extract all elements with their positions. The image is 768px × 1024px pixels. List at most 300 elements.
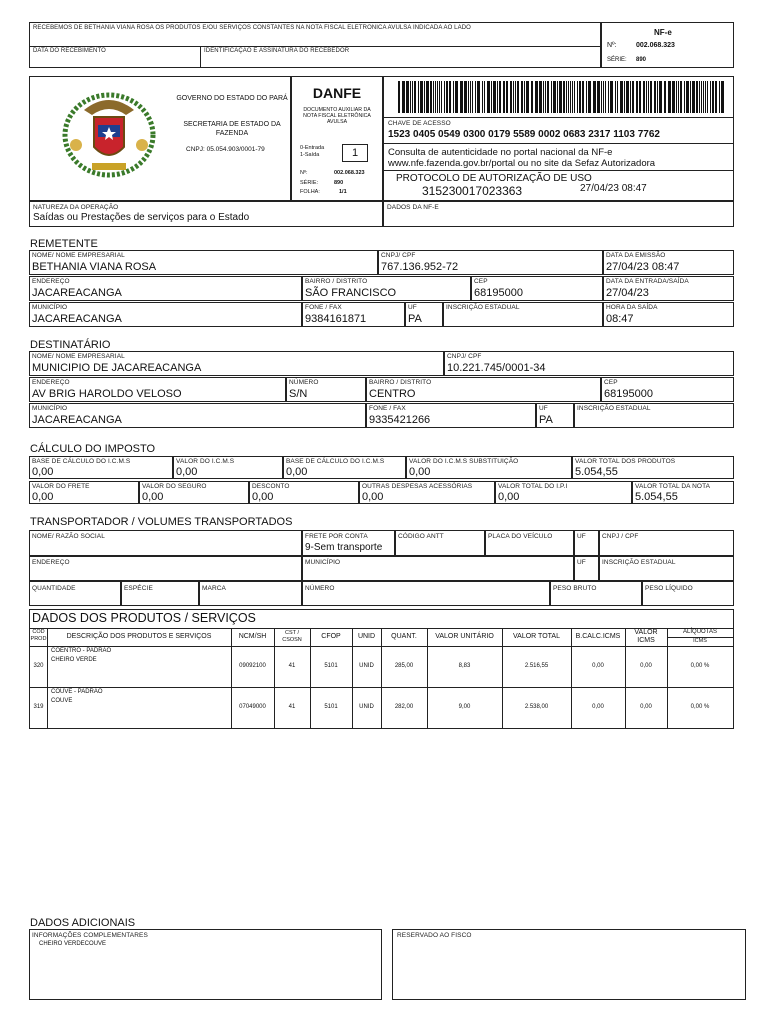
barcode-bar: [686, 81, 689, 113]
row1-unid: UNID: [359, 663, 374, 669]
barcode-bar: [712, 81, 714, 113]
imp-valor-icms-box: [173, 456, 283, 479]
imp-desconto: 0,00: [252, 491, 274, 503]
trans-numero-label: NÚMERO: [305, 585, 335, 592]
row1-bcalc: 0,00: [592, 663, 604, 669]
trans-cnpj-box: [599, 530, 734, 556]
danfe-entrada: 0-Entrada: [300, 145, 325, 151]
barcode-bar: [437, 81, 438, 113]
trans-nome-box: [29, 530, 302, 556]
barcode-bar: [491, 81, 492, 113]
row2-unit: 9,00: [458, 704, 471, 710]
row2-quant: 282,00: [394, 704, 414, 710]
trans-especie-label: ESPÉCIE: [124, 585, 153, 592]
imp-ipi-box: [495, 481, 632, 504]
barcode-bar: [617, 81, 618, 113]
dest-endereco-label: ENDEREÇO: [32, 379, 70, 386]
rem-emissao-box: [603, 250, 734, 275]
produtos-table: [29, 609, 734, 729]
rem-cep: 68195000: [474, 287, 523, 299]
barcode-bar: [510, 81, 512, 113]
row2-cst: 41: [288, 704, 296, 710]
th-ncm: NCM/SH: [238, 633, 267, 640]
barcode-bar: [414, 81, 416, 113]
dest-cep-label: CEP: [604, 379, 618, 386]
rem-nome: BETHANIA VIANA ROSA: [32, 261, 157, 273]
row2-desc2: COUVE: [51, 698, 73, 704]
dest-numero-label: NÚMERO: [289, 379, 319, 386]
trans-antt-box: [395, 530, 485, 556]
trans-quantidade-label: QUANTIDADE: [32, 585, 76, 592]
danfe-folha: 1/1: [339, 189, 347, 195]
canhoto-serie-label: SÉRIE:: [607, 57, 627, 63]
barcode-bar: [696, 81, 698, 113]
barcode-bar: [721, 81, 724, 113]
danfe-numero-label: Nº:: [300, 170, 308, 176]
barcode-bar: [503, 81, 505, 113]
barcode-bar: [493, 81, 496, 113]
danfe-saida: 1-Saída: [300, 152, 320, 158]
imp-total-nota: 5.054,55: [635, 491, 678, 503]
row2-bcalc: 0,00: [592, 704, 604, 710]
governo-text: GOVERNO DO ESTADO DO PARÁ: [176, 95, 288, 102]
rem-entrada-saida-box: [603, 276, 734, 301]
dest-uf-box: [536, 403, 574, 428]
imp-base-st: 0,00: [286, 466, 308, 478]
barcode-bar: [650, 81, 652, 113]
barcode-bar: [487, 81, 490, 113]
barcode-bar: [526, 81, 529, 113]
dest-endereco: AV BRIG HAROLDO VELOSO: [32, 388, 182, 400]
dest-ie-box: [574, 403, 734, 428]
barcode-bar: [680, 81, 682, 113]
barcode-bar: [593, 81, 596, 113]
dest-fone: 9335421266: [369, 414, 431, 426]
barcode-bar: [430, 81, 432, 113]
barcode-bar: [418, 81, 419, 113]
imp-frete: 0,00: [32, 491, 54, 503]
barcode-bar: [574, 81, 575, 113]
imp-valor-st-label: VALOR DO I.C.M.S SUBSTITUIÇÃO: [409, 458, 519, 465]
adicionais-title: DADOS ADICIONAIS: [30, 917, 136, 929]
rem-fone: 9384161871: [305, 313, 367, 325]
chave-box: [383, 117, 734, 144]
barcode-bar: [402, 81, 405, 113]
remetente-title: REMETENTE: [30, 238, 98, 250]
canhoto-numero: 002.068.323: [636, 42, 675, 49]
protocolo-numero: 315230017023363: [422, 184, 523, 198]
dest-bairro-box: [366, 377, 601, 402]
barcode-bar: [543, 81, 544, 113]
row2-cfop: 5101: [324, 704, 338, 710]
consulta-linha1: Consulta de autenticidade no portal nacional da NF-e: [388, 147, 613, 158]
natureza-value: Saídas ou Prestações de serviços para o Estado: [33, 212, 250, 223]
barcode-bar: [632, 81, 634, 113]
imp-frete-box: [29, 481, 139, 504]
trans-nome-label: NOME/ RAZÃO SOCIAL: [32, 533, 105, 540]
rem-bairro: SÃO FRANCISCO: [305, 287, 397, 299]
barcode-bar: [446, 81, 448, 113]
dest-fone-box: [366, 403, 536, 428]
dest-cep: 68195000: [604, 388, 653, 400]
trans-frete-label: FRETE POR CONTA: [305, 533, 368, 540]
th-cfop: CFOP: [321, 633, 341, 640]
imp-ipi: 0,00: [498, 491, 520, 503]
imp-seguro: 0,00: [142, 491, 164, 503]
th-bcalc: B.CALC.ICMS: [575, 633, 621, 640]
danfe-serie: 890: [334, 180, 344, 186]
barcode-bar: [497, 81, 498, 113]
danfe-numero: 002.068.323: [334, 170, 365, 176]
barcode-bar: [699, 81, 700, 113]
dest-municipio-label: MUNICÍPIO: [32, 405, 68, 412]
barcode-bar: [531, 81, 533, 113]
barcode-bar: [441, 81, 442, 113]
trans-uf2-label: UF: [577, 559, 586, 566]
barcode-bar: [470, 81, 471, 113]
row2-cod: 319: [33, 704, 44, 710]
dest-nome-label: NOME/ NOME EMPRESARIAL: [32, 353, 125, 360]
danfe-folha-label: FOLHA:: [300, 189, 320, 195]
rem-ie-label: INSCRIÇÃO ESTADUAL: [446, 304, 520, 311]
barcode-bar: [460, 81, 463, 113]
imp-base-icms: 0,00: [32, 466, 54, 478]
imp-seguro-label: VALOR DO SEGURO: [142, 483, 207, 490]
barcode-bar: [648, 81, 649, 113]
barcode-bar: [654, 81, 656, 113]
barcode-bar: [639, 81, 641, 113]
rem-hora: 08:47: [606, 313, 634, 325]
trans-cnpj-label: CNPJ / CPF: [602, 533, 639, 540]
barcode-bar: [659, 81, 662, 113]
imp-outras: 0,00: [362, 491, 384, 503]
barcode-bar: [557, 81, 558, 113]
barcode-bar: [484, 81, 485, 113]
dest-municipio-box: [29, 403, 366, 428]
barcode-bar: [517, 81, 519, 113]
rem-uf-box: [405, 302, 443, 327]
trans-peso-bruto-box: [550, 581, 642, 606]
barcode-bar: [676, 81, 677, 113]
barcode-bar: [577, 81, 578, 113]
rem-municipio: JACAREACANGA: [32, 313, 122, 325]
barcode-bar: [579, 81, 581, 113]
produtos-title: DADOS DOS PRODUTOS / SERVIÇOS: [32, 611, 256, 625]
row2-ncm: 07049000: [239, 704, 266, 710]
protocolo-label: PROTOCOLO DE AUTORIZAÇÃO DE USO: [396, 173, 592, 184]
secretaria-text: SECRETARIA DE ESTADO DA FAZENDA: [183, 121, 281, 137]
imp-valor-st-box: [406, 456, 572, 479]
barcode-bar: [524, 81, 525, 113]
row2-vicms: 0,00: [640, 704, 652, 710]
info-complementares-box: [29, 929, 382, 1000]
barcode-bar: [513, 81, 514, 113]
barcode-bar: [701, 81, 702, 113]
data-recebimento-label: DATA DO RECEBIMENTO: [33, 48, 106, 54]
chave-value: 1523 0405 0549 0300 0179 5589 0002 0683 2317 1103 7762: [388, 129, 660, 140]
barcode-bar: [586, 81, 587, 113]
trans-peso-bruto-label: PESO BRUTO: [553, 585, 597, 592]
barcode-bar: [472, 81, 473, 113]
trans-municipio-box: [302, 556, 574, 581]
rem-entrada-saida: 27/04/23: [606, 287, 649, 299]
rem-entrada-saida-label: DATA DA ENTRADA/SAÍDA: [606, 278, 689, 285]
th-cst1: CST /: [285, 630, 299, 636]
imp-base-st-box: [283, 456, 406, 479]
barcode-bar: [477, 81, 480, 113]
imp-total-prod-label: VALOR TOTAL DOS PRODUTOS: [575, 458, 676, 465]
trans-placa-label: PLACA DO VEÍCULO: [488, 533, 553, 540]
barcode-bar: [692, 81, 695, 113]
row1-cfop: 5101: [324, 663, 338, 669]
barcode-bar: [553, 81, 556, 113]
imp-total-nota-box: [632, 481, 734, 504]
fisco-label: RESERVADO AO FISCO: [397, 932, 472, 939]
rem-cep-box: [471, 276, 603, 301]
barcode-bar: [605, 81, 606, 113]
barcode-bar: [636, 81, 638, 113]
rem-cep-label: CEP: [474, 278, 488, 285]
barcode-bar: [630, 81, 631, 113]
barcode-bar: [499, 81, 501, 113]
danfe-tipo-box: [342, 144, 368, 162]
trans-endereco-label: ENDEREÇO: [32, 559, 70, 566]
trans-uf-box: [574, 530, 599, 556]
canhoto: [29, 22, 601, 68]
rem-municipio-box: [29, 302, 302, 327]
barcode-bar: [570, 81, 571, 113]
dest-cnpj: 10.221.745/0001-34: [447, 362, 546, 374]
dest-bairro-label: BAIRRO / DISTRITO: [369, 379, 432, 386]
row1-ncm: 09092100: [239, 663, 266, 669]
trans-peso-liquido-box: [642, 581, 734, 606]
barcode-bar: [539, 81, 542, 113]
rem-cnpj-box: [378, 250, 603, 275]
dest-nome: MUNICIPIO DE JACAREACANGA: [32, 362, 202, 374]
th-valor-unit: VALOR UNITÁRIO: [435, 633, 494, 640]
danfe-tipo: 1: [351, 147, 359, 159]
barcode-bar: [521, 81, 523, 113]
barcode-bar: [468, 81, 469, 113]
imp-valor-st: 0,00: [409, 466, 431, 478]
barcode-bar: [410, 81, 411, 113]
emitente-box: [29, 76, 291, 201]
barcode-bar: [455, 81, 458, 113]
chave-label: CHAVE DE ACESSO: [388, 120, 451, 127]
row1-cst: 41: [288, 663, 296, 669]
rem-uf-label: UF: [408, 304, 417, 311]
barcode-bar: [444, 81, 445, 113]
rem-nome-box: [29, 250, 378, 275]
barcode-bar: [597, 81, 600, 113]
rem-municipio-label: MUNICÍPIO: [32, 304, 68, 311]
trans-antt-label: CÓDIGO ANTT: [398, 533, 444, 540]
dest-municipio: JACAREACANGA: [32, 414, 122, 426]
trans-peso-liquido-label: PESO LÍQUIDO: [645, 585, 693, 592]
imp-base-icms-label: BASE DE CÁLCULO DO I.C.M.S: [32, 458, 131, 465]
danfe-serie-label: SÉRIE:: [300, 180, 319, 186]
barcode-bar: [643, 81, 645, 113]
natureza-label: NATUREZA DA OPERAÇÃO: [33, 204, 119, 211]
barcode-bar: [601, 81, 602, 113]
trans-especie-box: [121, 581, 199, 606]
imposto-title: CÁLCULO DO IMPOSTO: [30, 443, 156, 455]
row1-desc2: CHEIRO VERDE: [51, 657, 97, 663]
th-vicms2: ICMS: [637, 637, 655, 644]
dest-endereco-box: [29, 377, 286, 402]
barcode-bar: [433, 81, 434, 113]
barcode-bar: [620, 81, 623, 113]
consulta-linha2: www.nfe.fazenda.gov.br/portal ou no site da Sefaz Autorizadora: [388, 158, 656, 169]
barcode-bar: [684, 81, 685, 113]
emitente-cnpj: CNPJ: 05.054.903/0001-79: [186, 146, 265, 153]
barcode-bar: [610, 81, 613, 113]
barcode-bar: [453, 81, 454, 113]
imp-ipi-label: VALOR TOTAL DO I.P.I: [498, 483, 568, 490]
barcode-bar: [703, 81, 704, 113]
barcode-image: [398, 81, 728, 113]
dest-uf-label: UF: [539, 405, 548, 412]
barcode-bar: [719, 81, 720, 113]
barcode-bar: [547, 81, 549, 113]
th-cst2: CSOSN: [282, 637, 302, 643]
barcode-bar: [551, 81, 552, 113]
barcode-bar: [615, 81, 616, 113]
imp-total-prod: 5.054,55: [575, 466, 618, 478]
row2-total: 2.538,00: [524, 704, 549, 710]
barcode-bar: [568, 81, 569, 113]
dest-cnpj-box: [444, 351, 734, 376]
dest-uf: PA: [539, 414, 553, 426]
rem-cnpj: 767.136.952-72: [381, 261, 459, 273]
barcode-bar: [707, 81, 708, 113]
row1-desc1: COENTRO - PADRÃO: [51, 648, 112, 654]
fisco-box: [392, 929, 746, 1000]
rem-cnpj-label: CNPJ/ CPF: [381, 252, 416, 259]
barcode-bar: [412, 81, 413, 113]
trans-uf-label: UF: [577, 533, 586, 540]
identificacao-label: IDENTIFICAÇÃO E ASSINATURA DO RECEBEDOR: [204, 48, 350, 54]
rem-ie-box: [443, 302, 603, 327]
barcode-bar: [439, 81, 440, 113]
barcode-bar: [678, 81, 679, 113]
rem-endereco: JACAREACANGA: [32, 287, 122, 299]
row2-desc1: COUVE - PADRÃO: [51, 689, 103, 695]
imp-frete-label: VALOR DO FRETE: [32, 483, 90, 490]
barcode-bar: [535, 81, 538, 113]
rem-emissao: 27/04/23 08:47: [606, 261, 680, 273]
barcode-bar: [582, 81, 584, 113]
trans-frete-box: [302, 530, 395, 556]
rem-uf: PA: [408, 313, 422, 325]
th-aliq2: ICMS: [693, 638, 707, 644]
barcode-bar: [715, 81, 717, 113]
barcode-bar: [482, 81, 483, 113]
recebemos-text: RECEBEMOS DE BETHANIA VIANA ROSA OS PRODUTOS E/OU SERVIÇOS CONSTANTES NA NOTA FISCAL ELETRONICA AVULSA INDICADA AO LADO: [33, 25, 471, 31]
th-cod1: COD: [32, 629, 45, 635]
th-descricao: DESCRIÇÃO DOS PRODUTOS E SERVIÇOS: [66, 633, 212, 640]
barcode-bar: [545, 81, 546, 113]
rem-endereco-label: ENDEREÇO: [32, 278, 70, 285]
trans-frete: 9-Sem transporte: [305, 542, 383, 553]
barcode-bar: [705, 81, 706, 113]
danfe-subtitle: DOCUMENTO AUXILIAR DA NOTA FISCAL ELETRÔNICA AVULSA: [303, 107, 371, 125]
barcode-bar: [588, 81, 591, 113]
barcode-bar: [690, 81, 691, 113]
imp-total-nota-label: VALOR TOTAL DA NOTA: [635, 483, 711, 490]
row2-aliq: 0,00 %: [690, 704, 710, 710]
row1-unit: 8,83: [458, 663, 471, 669]
barcode-bar: [710, 81, 711, 113]
trans-endereco-box: [29, 556, 302, 581]
danfe-box: [291, 76, 383, 201]
barcode-bar: [506, 81, 508, 113]
natureza-box: [29, 201, 383, 227]
barcode-bar: [406, 81, 409, 113]
rem-fone-label: FONE / FAX: [305, 304, 342, 311]
dest-fone-label: FONE / FAX: [369, 405, 406, 412]
barcode-bar: [420, 81, 423, 113]
canhoto-serie: 890: [636, 57, 647, 63]
rem-bairro-label: BAIRRO / DISTRITO: [305, 278, 368, 285]
dest-ie-label: INSCRIÇÃO ESTADUAL: [577, 405, 651, 412]
rem-fone-box: [302, 302, 405, 327]
th-quant: QUANT.: [391, 633, 417, 640]
barcode-bar: [646, 81, 647, 113]
imp-outras-label: OUTRAS DESPESAS ACESSÓRIAS: [362, 483, 473, 490]
imp-desconto-box: [249, 481, 359, 504]
protocolo-box: [383, 170, 734, 201]
imp-desconto-label: DESCONTO: [252, 483, 290, 490]
barcode-bar: [603, 81, 604, 113]
trans-ie-label: INSCRIÇÃO ESTADUAL: [602, 559, 676, 566]
destinatario-title: DESTINATÁRIO: [30, 339, 111, 351]
barcode-bar: [672, 81, 675, 113]
dest-cnpj-label: CNPJ/ CPF: [447, 353, 482, 360]
trans-municipio-label: MUNICÍPIO: [305, 559, 341, 566]
brasao-para-logo: [54, 85, 164, 185]
imp-seguro-box: [139, 481, 249, 504]
consulta-box: [383, 143, 734, 171]
imp-valor-icms-label: VALOR DO I.C.M.S: [176, 458, 235, 465]
rem-hora-box: [603, 302, 734, 327]
row1-total: 2.516,55: [524, 663, 549, 669]
dados-nfe-label: DADOS DA NF-E: [387, 204, 439, 211]
rem-nome-label: NOME/ NOME EMPRESARIAL: [32, 252, 125, 259]
rem-hora-label: HORA DA SAÍDA: [606, 304, 658, 311]
trans-marca-box: [199, 581, 302, 606]
canhoto-nfe: [601, 22, 734, 68]
th-valor-total: VALOR TOTAL: [513, 633, 560, 640]
barcode-bar: [515, 81, 516, 113]
info-value: CHEIRO VERDECOUVE: [39, 941, 107, 947]
trans-placa-box: [485, 530, 574, 556]
canhoto-numero-label: Nº:: [607, 42, 617, 49]
barcode-bar: [668, 81, 671, 113]
barcode-box: [383, 76, 734, 118]
rem-endereco-box: [29, 276, 302, 301]
barcode-bar: [464, 81, 467, 113]
dest-numero: S/N: [289, 388, 308, 400]
dest-cep-box: [601, 377, 734, 402]
barcode-bar: [449, 81, 451, 113]
barcode-bar: [566, 81, 567, 113]
danfe-title: DANFE: [312, 85, 362, 101]
imp-valor-icms: 0,00: [176, 466, 198, 478]
imp-outras-box: [359, 481, 495, 504]
dest-numero-box: [286, 377, 366, 402]
imp-base-st-label: BASE DE CÁLCULO DO I.C.M.S: [286, 458, 385, 465]
